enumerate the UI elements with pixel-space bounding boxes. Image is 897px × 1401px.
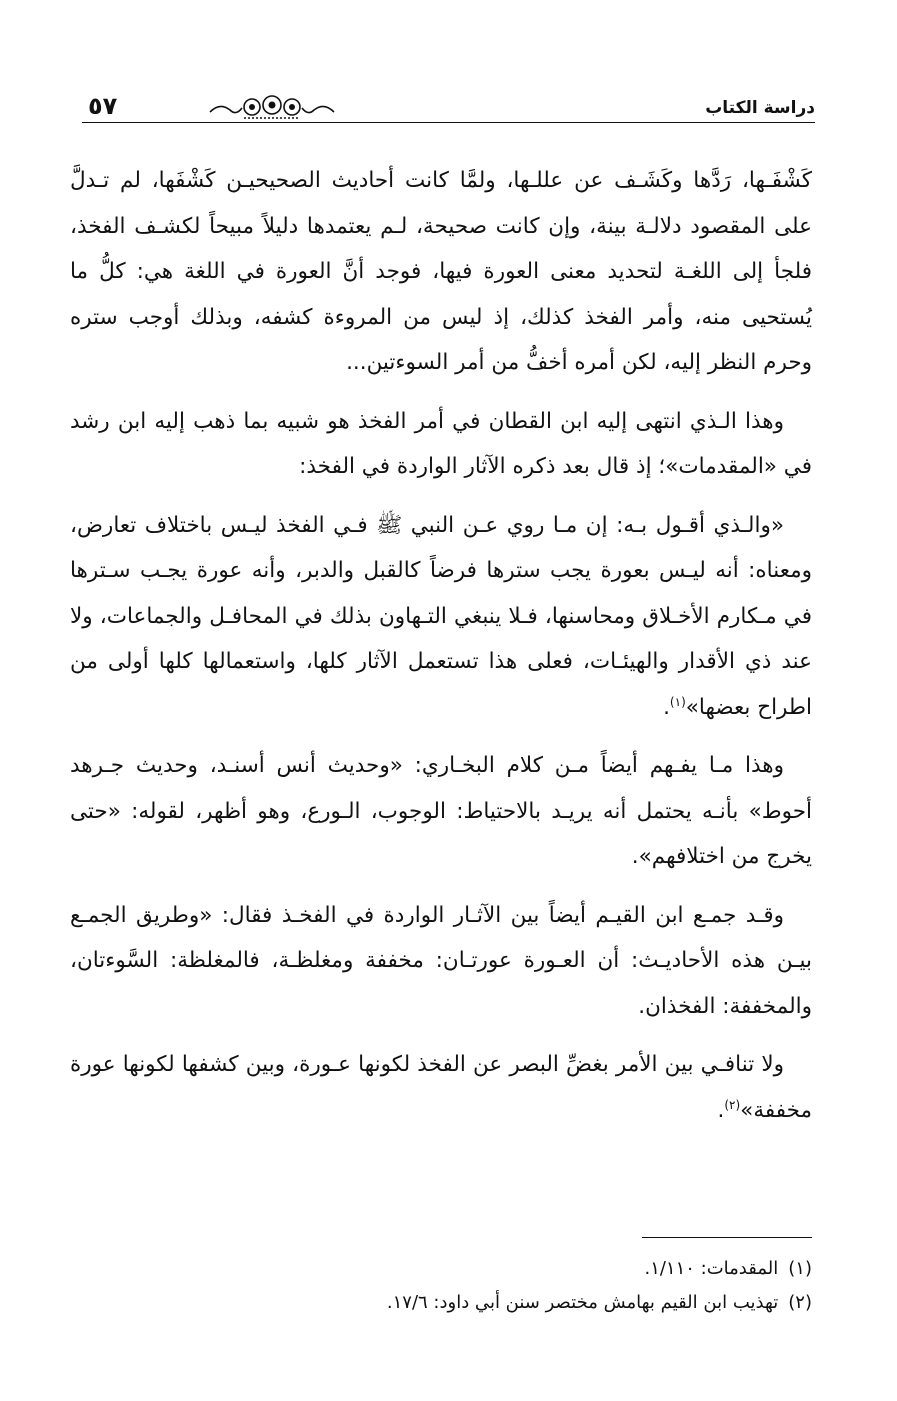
footnotes	[70, 1252, 812, 1320]
paragraph: ولا تنافـي بين الأمر بغضِّ البصر عن الفخذ لكونها عـورة، وبين كشفها لكونها عورة مخففة»$^{(٢)}$.	[70, 1052, 812, 1123]
footnote-number: (١)	[788, 1258, 812, 1279]
footnote-divider	[642, 1237, 812, 1238]
footnote-ref: (١)	[669, 694, 686, 709]
footnote-ref: (٢)	[724, 1097, 741, 1112]
page-number: ٥٧	[88, 92, 118, 120]
chapter-title: دراسة الكتاب	[705, 98, 815, 118]
footnote-text: تهذيب ابن القيم بهامش مختصر سنن أبي داود: ١٧/٦.	[386, 1292, 779, 1313]
footnote-text: المقدمات: ١/١١٠.	[644, 1258, 779, 1279]
floral-ornament-icon	[208, 90, 336, 124]
footnote-number: (٢)	[788, 1292, 812, 1313]
paragraph-text: «والـذي أقـول بـه: إن مـا روي عـن النبي ﷺ فـي الفخذ ليـس باختلاف تعارض، ومعناه: أنه ليـس بعورة يجب سترها فرضاً كالقبل والدبر، وأنه عورة يجـب سـترها في مـكارم الأخـلاق ومحاسنها، فـلا ينبغي التـهاون بذلك في المحافـل والجماعات، ولا عند ذي الأقدار والهيئـات، فعلى هذا تستعمل الآثار كلها، واستعمالها كلها أولى من اطراح بعضها»	[70, 512, 812, 720]
paragraph-text: ولا تنافـي بين الأمر بغضِّ البصر عن الفخذ لكونها عـورة، وبين كشفها لكونها عورة مخففة»	[70, 1052, 812, 1123]
footnote	[70, 1252, 812, 1286]
running-header	[82, 82, 815, 123]
paragraph: «والـذي أقـول بـه: إن مـا روي عـن النبي ﷺ فـي الفخذ ليـس باختلاف تعارض، ومعناه: أنه ليـس بعورة يجب سترها فرضاً كالقبل والدبر، وأنه عورة يجـب سـترها في مـكارم الأخـلاق ومحاسنها، فـلا ينبغي التـهاون بذلك في المحافـل والجماعات، ولا عند ذي الأقدار والهيئـات، فعلى هذا تستعمل الآثار كلها، واستعمالها كلها أولى من اطراح بعضها»$^{(١)}$.	[70, 512, 812, 720]
footnote	[70, 1286, 812, 1320]
paragraph: وقـد جمـع ابن القيـم أيضاً بين الآثـار الواردة في الفخـذ فقال: «وطريق الجمـع بيـن هذه الأحاديـث: أن العـورة عورتـان: مخففة ومغلظـة، فالمغلظة: السَّوءتان، والمخففة: الفخذان.	[70, 902, 812, 1019]
paragraph: وهذا الـذي انتهى إليه ابن القطان في أمر الفخذ هو شبيه بما ذهب إليه ابن رشد في «المقدمات»؛ إذ قال بعد ذكره الآثار الواردة في الفخذ:	[70, 408, 812, 479]
paragraph: وهذا مـا يفـهم أيضاً مـن كلام البخـاري: «وحديث أنس أسنـد، وحديث جـرهد أحوط» بأنـه يحتمل أنه يريـد بالاحتياط: الوجوب، الـورع، وهو أظهر، لقوله: «حتى يخرج من اختلافهم».	[70, 753, 812, 869]
main-text	[70, 158, 812, 1146]
paragraph: كَشْفَـها، رَدَّها وكَشَـف عن عللـها، ولمَّا كانت أحاديث الصحيحيـن كَشْفَها، لم تـدلَّ على المقصود دلالـة بينة، وإن كانت صحيحة، لـم يعتمدها دليلاً مبيحاً لكشـف الفخذ، فلجأ إلى اللغـة لتحديد معنى العورة فيها، فوجد أنَّ العورة في اللغة هي: كلُّ ما يُستحيى منه، وأمر الفخذ كذلك، إذ ليس من المروءة كشفه، وبذلك أوجب ستره وحرم النظر إليه، لكن أمره أخفُّ من أمر السوءتين...	[70, 168, 812, 375]
